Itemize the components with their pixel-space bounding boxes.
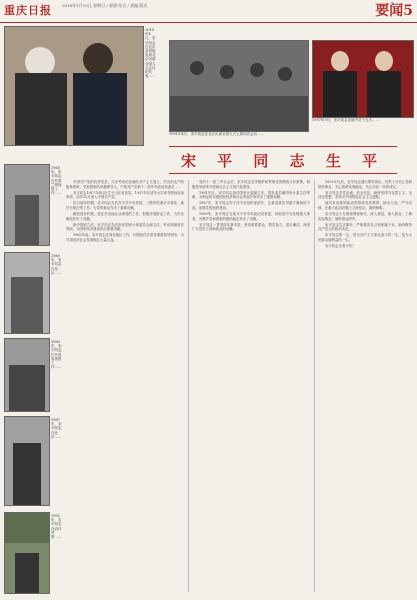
article-paragraph: 他具有高度的政治觉悟和党性修养，顾全大局，严守纪律，在重大政治问题上立场坚定、旗帜鲜明。 bbox=[318, 201, 412, 210]
photo-1992-village bbox=[4, 512, 50, 594]
article-column-2 bbox=[192, 180, 310, 592]
obituary-title-box bbox=[169, 146, 397, 174]
caption-photo1: 2010年4月，宋平同志在北京亲切接见到北京出席全国人大会议的代表…… bbox=[145, 28, 156, 79]
caption-photo7: 1987年，宋平同志在北京…… bbox=[51, 418, 62, 439]
obituary-title: 宋 平 同 志 生 平 bbox=[180, 151, 386, 170]
article-paragraph: 宋平同志生活简朴，严格要求自己和家属子女，始终保持共产党人的政治本色。 bbox=[318, 222, 412, 232]
article-paragraph: 宋平同志十分重视调查研究，深入基层，深入群众，了解实际情况，倾听群众呼声。 bbox=[318, 212, 412, 221]
caption-photo5: 1980年，宋平同志在北京…… bbox=[51, 254, 62, 275]
photo-meeting bbox=[169, 40, 309, 132]
masthead-meta: 2016年1月10日 星期日 / 要闻·综合 / 责编 版式 bbox=[62, 3, 148, 8]
column-divider bbox=[188, 180, 189, 592]
article-paragraph: 宋平同志的一生，是为共产主义事业奋斗的一生，是为人民群众谋利益的一生。 bbox=[318, 233, 412, 243]
article-paragraph: 宋平同志一贯坚持实事求是，密切联系群众，艰苦奋斗，清正廉洁，深受广大党员干部和群众的爱戴。 bbox=[192, 222, 310, 232]
article-paragraph: 1981年后，宋平同志担任国家计委副主任、国务委员兼国家计委主任等职，为制定和实施国民经济和社会发展计划作出了重要贡献。 bbox=[192, 190, 310, 200]
photo-two-leaders bbox=[312, 40, 414, 118]
article-paragraph: 党的十一届三中全会后，宋平同志坚决拥护和贯彻党的路线方针政策，积极投身改革开放和社会主义现代化建设。 bbox=[192, 180, 310, 189]
column-divider bbox=[314, 180, 315, 592]
photo-handshake bbox=[4, 26, 144, 146]
photo-1983 bbox=[4, 338, 50, 412]
photo-1980 bbox=[4, 252, 50, 334]
caption-photo8: 1992年，宋平同志在农村考察…… bbox=[51, 514, 62, 540]
article-column-3 bbox=[318, 180, 412, 592]
caption-photo4: 1965年，宋平同志在甘肃兰州视察工作…… bbox=[51, 166, 62, 196]
caption-photo6: 1983年，宋平同志在甘肃省视察工作…… bbox=[51, 340, 62, 370]
caption-photo2: 1991年4月，宋平同志在北京出席全国人大七届四次会议…… bbox=[169, 132, 265, 136]
article-paragraph: 中国共产党的优秀党员，久经考验的忠诚的共产主义战士，杰出的无产阶级革命家，党和国家的卓越领导人，中国共产党第十二届中央政治局委员…… bbox=[66, 180, 184, 189]
article-paragraph: 新中国成立后，宋平同志先后担任国家计划委员会副主任、劳动部副部长等职，为国家经济建设作出重要贡献。 bbox=[66, 222, 184, 232]
article-paragraph: 解放战争时期，他在东北地区从事党的工作，积极开展群众工作，为东北解放作出了贡献。 bbox=[66, 212, 184, 221]
article-paragraph: 抗日战争时期，宋平同志先后在中共中央党校、八路军驻重庆办事处、新华日报社等工作，为党的事业作出了重要贡献。 bbox=[66, 201, 184, 210]
newspaper-logo: 重庆日报 bbox=[4, 4, 52, 17]
section-label: 要闻5 bbox=[375, 3, 413, 19]
photo-1965 bbox=[4, 164, 50, 246]
article-paragraph: 1963年起，宋平同志在西北地区工作，长期担任甘肃省重要领导职务，为甘肃经济社会发展倾注大量心血。 bbox=[66, 233, 184, 243]
article-paragraph: 宋平同志对党忠诚，信念坚定，始终坚持马克思主义、毛泽东思想，坚持走中国特色社会主义道路。 bbox=[318, 190, 412, 200]
article-paragraph: 1992年以后，宋平同志退出领导岗位，仍然十分关心党和国家事业，关心改革发展稳定，关心年轻一代的成长。 bbox=[318, 180, 412, 189]
article-paragraph: 宋平同志1917年4月出生于山东省莒县。1937年在清华大学读书期间参加革命，同年12月加入中国共产党。 bbox=[66, 190, 184, 200]
article-column-1 bbox=[66, 180, 184, 592]
photo-1987 bbox=[4, 416, 50, 506]
article-paragraph: 1989年，宋平同志当选为中共中央政治局常委，协助党中央处理重大事务，为维护党和国家的团结稳定作出了贡献。 bbox=[192, 212, 310, 221]
article-paragraph: 宋平同志永垂不朽！ bbox=[325, 244, 356, 249]
article-paragraph: 1987年，宋平同志任中共中央组织部部长，注重选拔任用德才兼备的干部，加强党的组织建设。 bbox=[192, 201, 310, 210]
caption-photo3: 1997年9月，宋平同志出席中共十五大…… bbox=[312, 118, 380, 122]
